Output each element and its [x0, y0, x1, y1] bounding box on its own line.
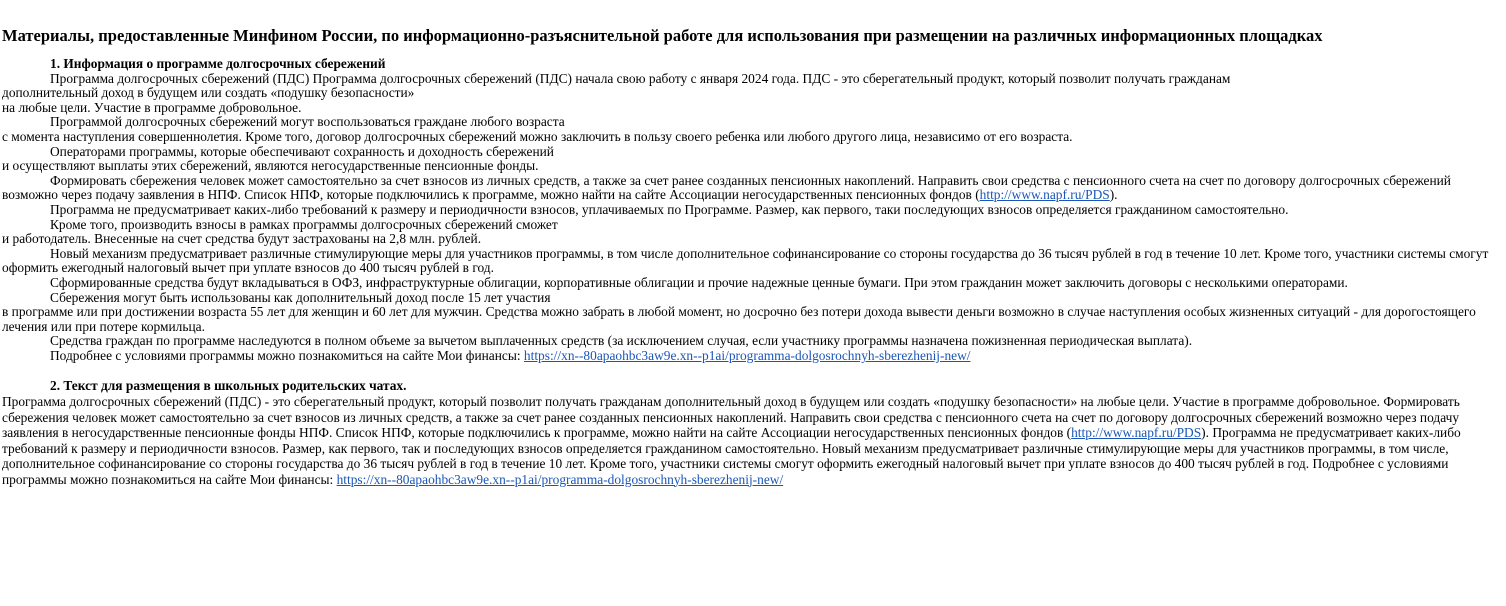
paragraph-1-line-2: дополнительный доход в будущем или создать «подушку безопасности» — [2, 85, 415, 101]
paragraph-9-line-2: в программе или при достижении возраста 55 лет для женщин и 60 лет для мужчин. Средства можно забрать в любой момент, но досрочно без потери дохода вывести деньги возможно в случае наступления особых жизненных ситуаций - для дорогостоящего лечения или при потере кормильца. — [2, 304, 1476, 334]
paragraph-3-line-1: Операторами программы, которые обеспечивают сохранность и доходность сбережений — [50, 143, 554, 159]
paragraph-2-line-2: с момента наступления совершеннолетия. Кроме того, договор долгосрочных сбережений можно заключить в пользу своего ребенка или любого другого лица, независимо от его возраста. — [2, 128, 1073, 144]
paragraph-5: Программа не предусматривает каких-либо требований к размеру и периодичности взносов, уплачиваемых по Программе. Размер, как первого, таки последующих взносов определяется гражданином самостоятельно. — [50, 201, 1289, 217]
paragraph-4 — [2, 174, 1502, 203]
paragraph-3-line-2: и осуществляют выплаты этих сбережений, являются негосударственные пенсионные фонды. — [2, 158, 539, 174]
paragraph-4-after: ). — [1109, 187, 1118, 203]
paragraph-1-line-1: Программа долгосрочных сбережений (ПДС) Программа долгосрочных сбережений (ПДС) начала свою работу с января 2024 года. ПДС - это сберегательный продукт, который позволит получать гражданам — [50, 70, 1231, 86]
moi-finansy-link-2[interactable]: https://xn--80apaohbc3aw9e.xn--p1ai/programma-dolgosrochnyh-sberezhenij-new/ — [336, 471, 784, 487]
napf-link[interactable]: http://www.napf.ru/PDS — [979, 187, 1110, 203]
napf-link-2[interactable]: http://www.napf.ru/PDS — [1071, 425, 1202, 441]
paragraph-10: Средства граждан по программе наследуются в полном объеме за вычетом выплаченных средств (за исключением случая, если участнику программы назначена пожизненная периодическая выплата). — [50, 333, 1193, 349]
moi-finansy-link[interactable]: https://xn--80apaohbc3aw9e.xn--p1ai/programma-dolgosrochnyh-sberezhenij-new/ — [523, 347, 971, 363]
paragraph-4-text: Формировать сбережения человек может самостоятельно за счет взносов из личных средств, а также за счет ранее созданных пенсионных накоплений. Направить свои средства с пенсионного счета на счет по договору долгосрочных сбережений возможно через подачу заявления в НПФ. Список НПФ, которые подключились к программе, можно найти на сайте Ассоциации негосударственных пенсионных фондов ( — [2, 172, 1451, 203]
paragraph-6-line-1: Кроме того, производить взносы в рамках программы долгосрочных сбережений сможет — [50, 216, 558, 232]
paragraph-11-text: Подробнее с условиями программы можно познакомиться на сайте Мои финансы: — [50, 347, 524, 363]
school-chat-text — [2, 394, 1502, 487]
section-gap — [2, 363, 1502, 379]
paragraph-2 — [2, 115, 1502, 144]
paragraph-2-line-1: Программой долгосрочных сбережений могут воспользоваться граждане любого возраста — [50, 114, 565, 130]
paragraph-3 — [2, 145, 1502, 174]
paragraph-11 — [2, 349, 1502, 364]
paragraph-6 — [2, 218, 1502, 247]
section-1-heading: 1. Информация о программе долгосрочных сбережений — [50, 56, 386, 71]
paragraph-9 — [2, 291, 1502, 335]
paragraph-8: Сформированные средства будут вкладываться в ОФЗ, инфраструктурные облигации, корпоративные облигации и прочие надежные ценные бумаги. При этом гражданин может заключить договоры с несколькими операторами. — [50, 274, 1348, 290]
page-title: Материалы, предоставленные Минфином России, по информационно-разъяснительной работе для использования при размещении на различных информационных площадках — [2, 26, 1323, 45]
paragraph-1 — [2, 72, 1502, 116]
school-chat-text-a: Программа долгосрочных сбережений (ПДС) - это сберегательный продукт, который позволит получать гражданам дополнительный доход в будущем или создать «подушку безопасности» на любые цели. Участие в программе добровольное. Формировать сбережения человек может самостоятельно за счет взносов из личных средств, а также за счет ранее созданных пенсионных накоплений. Направить свои средства с пенсионного счета на счет по договору долгосрочных сбережений возможно через подачу заявления в негосударственные пенсионные фонды НПФ. Список НПФ, которые подключились к программе, можно найти на сайте Ассоциации негосударственных пенсионных фондов ( — [2, 394, 1460, 441]
section-2-heading: 2. Текст для размещения в школьных родительских чатах. — [50, 378, 407, 394]
paragraph-1-line-3: на любые цели. Участие в программе добровольное. — [2, 99, 302, 115]
paragraph-9-line-1: Сбережения могут быть использованы как дополнительный доход после 15 лет участия — [50, 289, 551, 305]
paragraph-7: Новый механизм предусматривает различные стимулирующие меры для участников программы, в том числе дополнительное софинансирование со стороны государства до 36 тысяч рублей в год в течение 10 лет. Кроме того, участники системы смогут оформить ежегодный налоговый вычет при уплате взносов до 400 тысяч рублей в год. — [2, 245, 1489, 276]
school-chat-text-b: ). Программа не предусматривает каких-либо требований к размеру и периодичности взносов. Размер, как первого, так и последующих взносов определяется гражданином самостоятельно. Новый механизм предусматривает различные стимулирующие меры для участников программы, в том числе, дополнительное софинансирование со стороны государства до 36 тысяч рублей в год в течение 10 лет. Кроме того, участники системы смогут оформить ежегодный налоговый вычет при уплате взносов до 400 тысяч рублей в год. Подробнее с условиями программы можно познакомиться на сайте Мои финансы: — [2, 425, 1461, 487]
paragraph-6-line-2: и работодатель. Внесенные на счет средства будут застрахованы на 2,8 млн. рублей. — [2, 231, 482, 247]
